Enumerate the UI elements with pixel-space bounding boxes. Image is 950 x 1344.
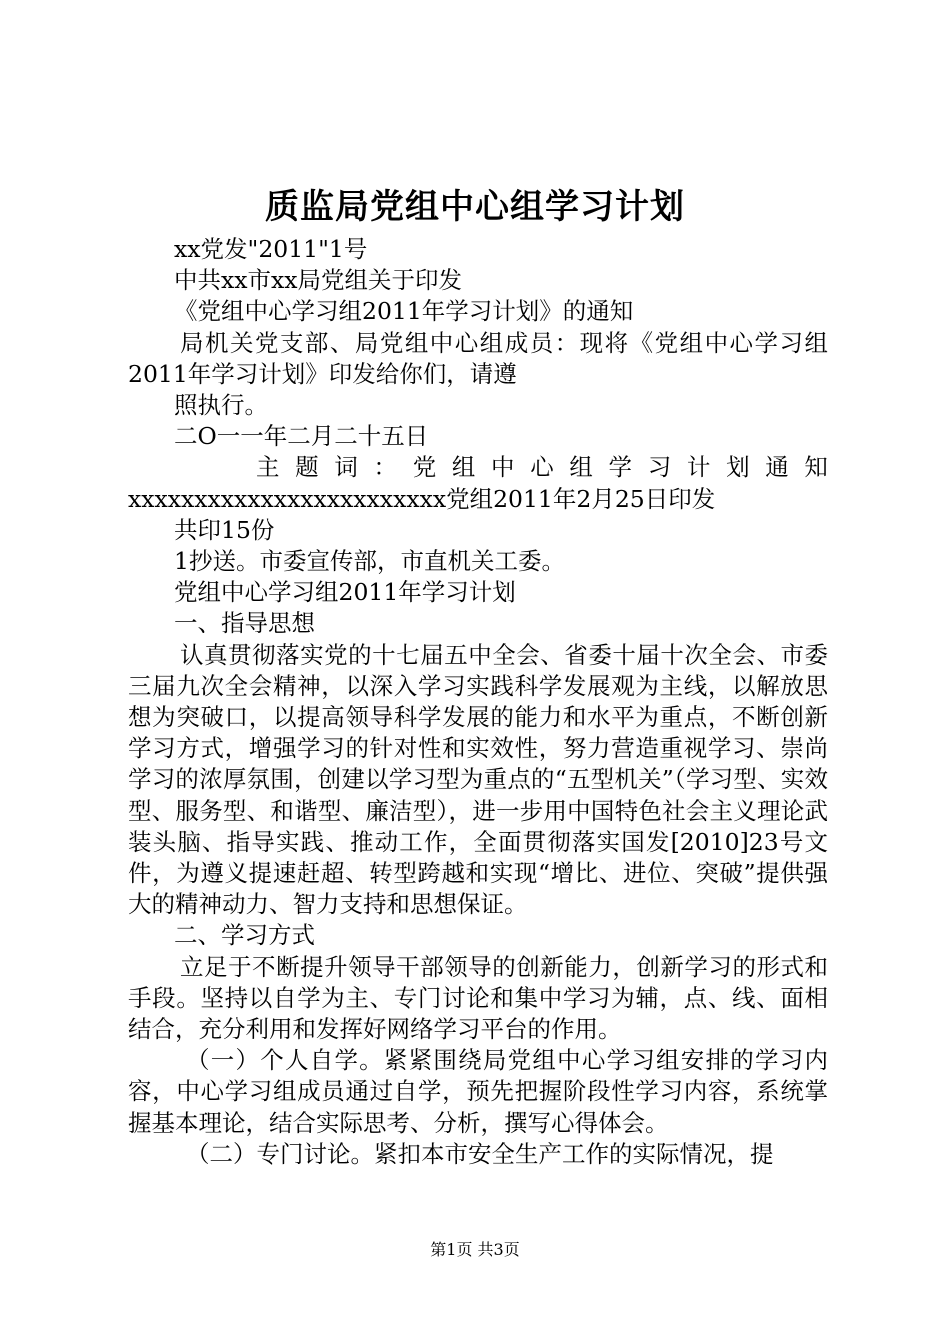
date-line: 二O一一年二月二十五日 [174, 422, 429, 451]
plan-title: 党组中心学习组2011年学习计划 [174, 578, 516, 607]
section-heading: 二、学习方式 [174, 921, 315, 950]
issuer-line: 中共xx市xx局党组关于印发 [174, 266, 463, 295]
subject-words-line [128, 452, 828, 483]
subject-char: 中 [491, 453, 515, 482]
page-title: 质监局党组中心组学习计划 [265, 187, 685, 227]
subject-char: 题 [295, 453, 319, 482]
execute-line: 照执行。 [174, 391, 268, 420]
subject-char: 习 [647, 453, 672, 482]
doc-number: xx党发"2011"1号 [174, 235, 368, 263]
print-info-line: xxxxxxxxxxxxxxxxxxxxxxxx党组2011年2月25日印发 [128, 484, 716, 513]
section-paragraph: 认真贯彻落实党的十七届五中全会、省委十届十次全会、市委三届九次全会精神，以深入学习实践科学发展观为主线，以解放思想为突破口，以提高领导科学发展的能力和水平为重点，不断创新学习方式，增强学习的针对性和实效性，努力营造重视学习、崇尚学习的浓厚氛围，创建以学习型为重点的“五型机关”（学习型、实效型、服务型、和谐型、廉洁型），进一步用中国特色社会主义理论武装头脑、指导实践、推动工作，全面贯彻落实国发[2010]23号文件，为遵义提速赶超、转型跨越和实现“增比、进位、突破”提供强大的精神动力、智力支持和思想保证。 [128, 640, 828, 919]
subject-char: 划 [726, 453, 750, 482]
section-heading: 一、指导思想 [174, 609, 315, 638]
subject-char: 组 [451, 453, 476, 482]
notice-title: 《党组中心学习组2011年学习计划》的通知 [174, 297, 634, 326]
subject-char: 组 [569, 453, 593, 482]
recipients-paragraph: 局机关党支部、局党组中心组成员：现将《党组中心学习组2011年学习计划》印发给你们，请遵 [128, 328, 828, 388]
subsection-paragraph: （二）专门讨论。紧扣本市安全生产工作的实际情况，提 [186, 1139, 774, 1168]
subject-char: 知 [804, 453, 828, 482]
subject-char: 学 [608, 453, 633, 482]
subject-char: 心 [530, 453, 554, 482]
subsection-paragraph: （一）个人自学。紧紧围绕局党组中心学习组安排的学习内容，中心学习组成员通过自学，预先把握阶段性学习内容，系统掌握基本理论，结合实际思考、分析，撰写心得体会。 [128, 1046, 828, 1137]
page-footer: 第1页 共3页 [430, 1240, 520, 1259]
subject-char: 党 [412, 453, 437, 482]
subject-char: 计 [686, 453, 711, 482]
document-body [128, 234, 828, 1170]
section-paragraph: 立足于不断提升领导干部领导的创新能力，创新学习的形式和手段。坚持以自学为主、专门讨论和集中学习为辅，点、线、面相结合，充分利用和发挥好网络学习平台的作用。 [128, 952, 828, 1044]
copies-line: 共印15份 [174, 515, 275, 544]
subject-char: 词 [334, 453, 358, 482]
subject-char: 通 [765, 453, 789, 482]
subject-char: ： [373, 453, 398, 482]
subject-char: 主 [256, 453, 280, 482]
cc-line: 1抄送。市委宣传部，市直机关工委。 [174, 547, 565, 576]
